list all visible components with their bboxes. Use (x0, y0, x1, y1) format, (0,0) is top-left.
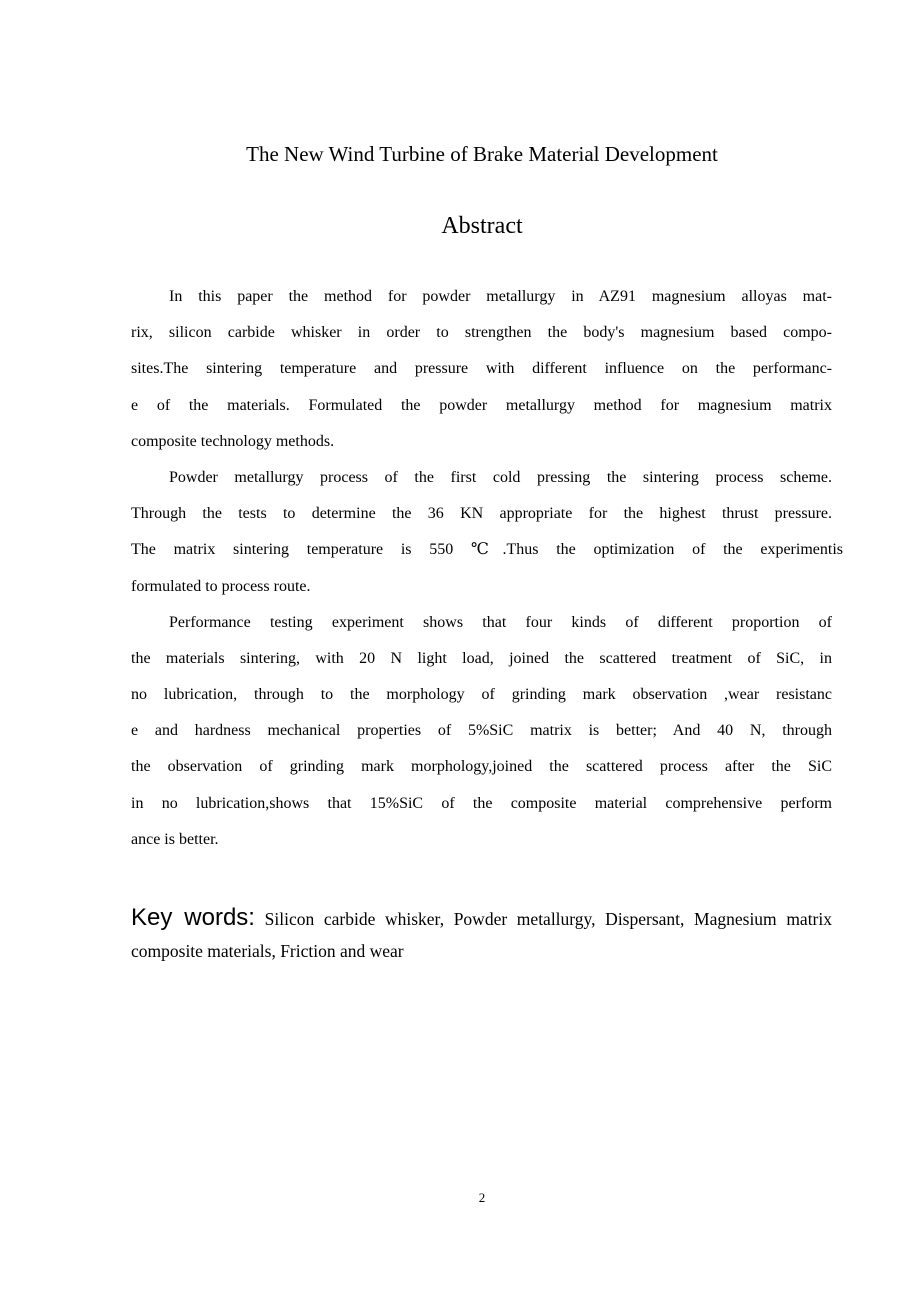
abstract-body (131, 282, 843, 861)
paragraph-line: the materials sintering, with 20 N light load, joined the scattered treatment of SiC, in (131, 649, 832, 667)
paragraph-line: Powder metallurgy process of the first cold pressing the sintering process scheme. (169, 468, 832, 486)
keywords-text: Silicon carbide whisker, Powder metallurgy, Dispersant, Magnesium matrix (264, 909, 832, 929)
paragraph-line: Through the tests to determine the 36 KN appropriate for the highest thrust pressure. (131, 505, 832, 523)
paragraph-line: composite technology methods. (131, 432, 335, 450)
keywords-section (131, 902, 832, 967)
paragraph-line: ance is better. (131, 830, 219, 848)
paragraph-line: rix, silicon carbide whisker in order to strengthen the body's magnesium based compo- (131, 324, 832, 342)
keywords-label: Key words: (131, 904, 255, 931)
page-number: 2 (478, 1190, 486, 1205)
abstract-heading: Abstract (441, 213, 523, 239)
paragraph (131, 463, 843, 608)
paragraph-line: Performance testing experiment shows that four kinds of different proportion of (169, 613, 832, 631)
paragraph-line: formulated to process route. (131, 577, 311, 595)
keywords-text: composite materials, Friction and wear (131, 941, 404, 961)
paragraph-line: e of the materials. Formulated the powder metallurgy method for magnesium matrix (131, 396, 832, 414)
paragraph-line: e and hardness mechanical properties of 5%SiC matrix is better; And 40 N, through (131, 722, 832, 740)
paragraph (131, 608, 832, 861)
paragraph (131, 282, 832, 463)
document-title: The New Wind Turbine of Brake Material Development (246, 142, 718, 166)
paragraph-line: sites.The sintering temperature and pressure with different influence on the performanc- (131, 360, 832, 378)
paragraph-line: In this paper the method for powder metallurgy in AZ91 magnesium alloyas mat- (169, 288, 832, 305)
keywords-line (131, 902, 832, 935)
keywords-line (131, 935, 832, 967)
paragraph-line: The matrix sintering temperature is 550 ℃.Thus the optimization of the experimentis (131, 541, 843, 559)
paragraph-line: the observation of grinding mark morphology,joined the scattered process after the SiC (131, 758, 832, 776)
paragraph-line: no lubrication, through to the morphology of grinding mark observation ,wear resistanc (131, 686, 832, 704)
paragraph-line: in no lubrication,shows that 15%SiC of the composite material comprehensive perform (131, 794, 832, 812)
